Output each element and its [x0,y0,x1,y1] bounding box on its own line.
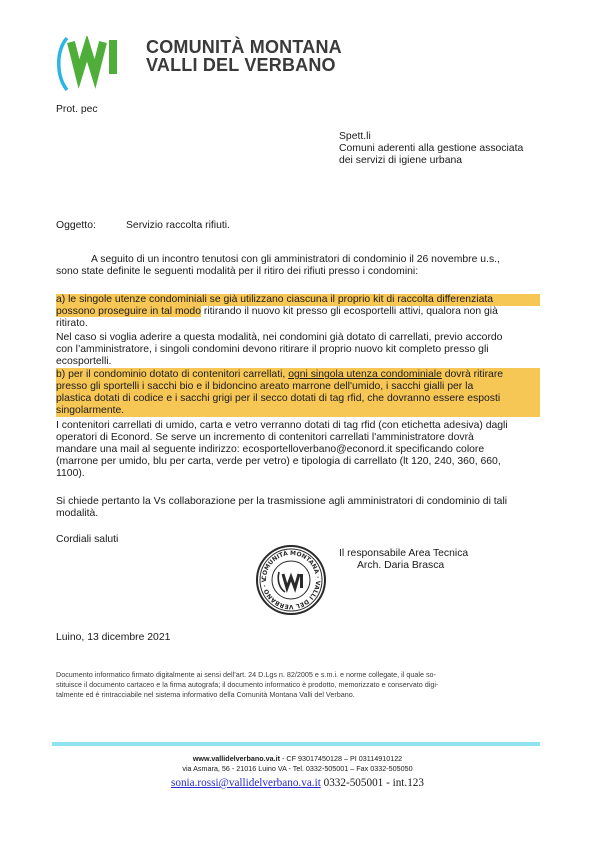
footer-contact [0,773,595,791]
containers-line1: I contenitori carrellati di umido, carta e vetro verranno dotati di tag rfid (con etichetta adesiva) dagli [56,420,508,431]
point-b-line3: plastica dotati di codice e i sacchi grigi per il secco dotati di tag rfid, che dovranno essere esposti [56,393,501,404]
point-a-highlight-1: a) le singole utenze condominiali se già utilizzano ciascuna il proprio kit di raccolta differenziata [56,294,494,305]
point-a-line1 [56,294,540,306]
official-seal [255,544,327,616]
middle-line1: Nel caso si voglia aderire a questa modalità, nei condomini già dotato di carrellati, previo accordo [56,332,503,343]
recipient-line1: Spett.li [339,131,371,142]
svg-text:COMUNITÀ MONTANA · VALLI DEL V: COMUNITÀ MONTANA · VALLI DEL VERBANO · V [260,549,322,611]
phone-extension: 0332-505001 - int.123 [320,777,424,789]
fiscal-codes: - CF 93017450128 – PI 03114910122 [280,754,403,763]
containers-line2: operatori di Econord. Se serve un incremento di contenitori carrellati l'amministratore dovrà [56,432,474,443]
point-a-line2 [56,306,540,318]
org-logo [54,36,124,92]
website-link[interactable]: www.vallidelverbano.va.it [192,754,281,763]
point-b-line2: presso gli sportelli i sacchi bio e il bidoncino areato marrone dell'umido, i sacchi gialli per la [56,381,474,392]
subject-text: Servizio raccolta rifiuti. [126,220,230,231]
point-b-line1 [56,369,540,381]
containers-line4: (marrone per umido, blu per carta, verde per vetro) e tipologia di carrellato (lt 120, 240, 360, 660, [56,456,501,467]
recipient-line2: Comuni aderenti alla gestione associata [339,143,524,154]
letter-date: Luino, 13 dicembre 2021 [56,632,171,643]
point-b-line4: singolarmente. [56,405,125,416]
logo-mark-icon [54,36,124,92]
signature-role: Il responsabile Area Tecnica [339,548,469,559]
protocol-label: Prot. pec [56,104,98,115]
point-a-continuation: ritirando il nuovo kit presso gli ecosportelli attivi, qualora non già [200,306,498,317]
intro-line2: sono state definite le seguenti modalità per il ritiro dei rifiuti presso i condomini: [56,266,419,277]
recipient-line3: dei servizi di igiene urbana [339,155,463,166]
org-name-line1: COMUNITÀ MONTANA [146,37,342,57]
seal-icon [255,544,327,616]
closing-line2: modalità. [56,508,99,519]
containers-line5: 1100). [56,468,85,479]
disclaimer-line3: talmente ed è rintracciabile nel sistema informativo della Comunità Montana Valli del Verbano. [56,690,355,699]
email-link[interactable]: sonia.rossi@vallidelverbano.va.it [171,777,321,789]
point-b-text-1-end: dovrà ritirare [441,369,504,380]
point-a-highlight-2: possono proseguire in tal modo [56,306,201,317]
org-name-line2: VALLI DEL VERBANO [146,55,336,75]
footer-bar [52,742,540,746]
disclaimer-line1: Documento informatico firmato digitalmente ai sensi dell’art. 24 D.Lgs n. 82/2005 e s.m.i. e norme collegate, il quale so- [56,670,436,679]
point-a-line3: ritirato. [56,318,88,329]
footer-address: via Asmara, 56 - 21016 Luino VA - Tel. 0332-505001 – Fax 0332-505050 [182,764,413,773]
signature-name: Arch. Daria Brasca [357,560,445,571]
middle-line3: ecosportelli. [56,356,112,367]
disclaimer-line2: stituisce il documento cartaceo e la firma autografa; il documento informatico è prodotto, memorizzato e conservato digi- [56,680,439,689]
closing-line1: Si chiede pertanto la Vs collaborazione per la trasmissione agli amministratori di condominio di tali [56,496,508,507]
intro-line1: A seguito di un incontro tenutosi con gli amministratori di condominio il 26 novembre u.s., [91,254,500,265]
middle-line2: con l’amministratore, i singoli condomini devono ritirare il proprio nuovo kit completo presso gli [56,344,489,355]
containers-line3: mandare una mail al seguente indirizzo: ecosportelloverbano@econord.it specificando colore [56,444,485,455]
point-b-text-1: b) per il condominio dotato di contenitori carrellati, [56,369,289,380]
subject-label: Oggetto: [56,220,96,231]
greeting: Cordiali saluti [56,534,119,545]
footer-line1 [0,754,595,763]
point-b-underlined: ogni singola utenza condominiale [288,369,442,380]
